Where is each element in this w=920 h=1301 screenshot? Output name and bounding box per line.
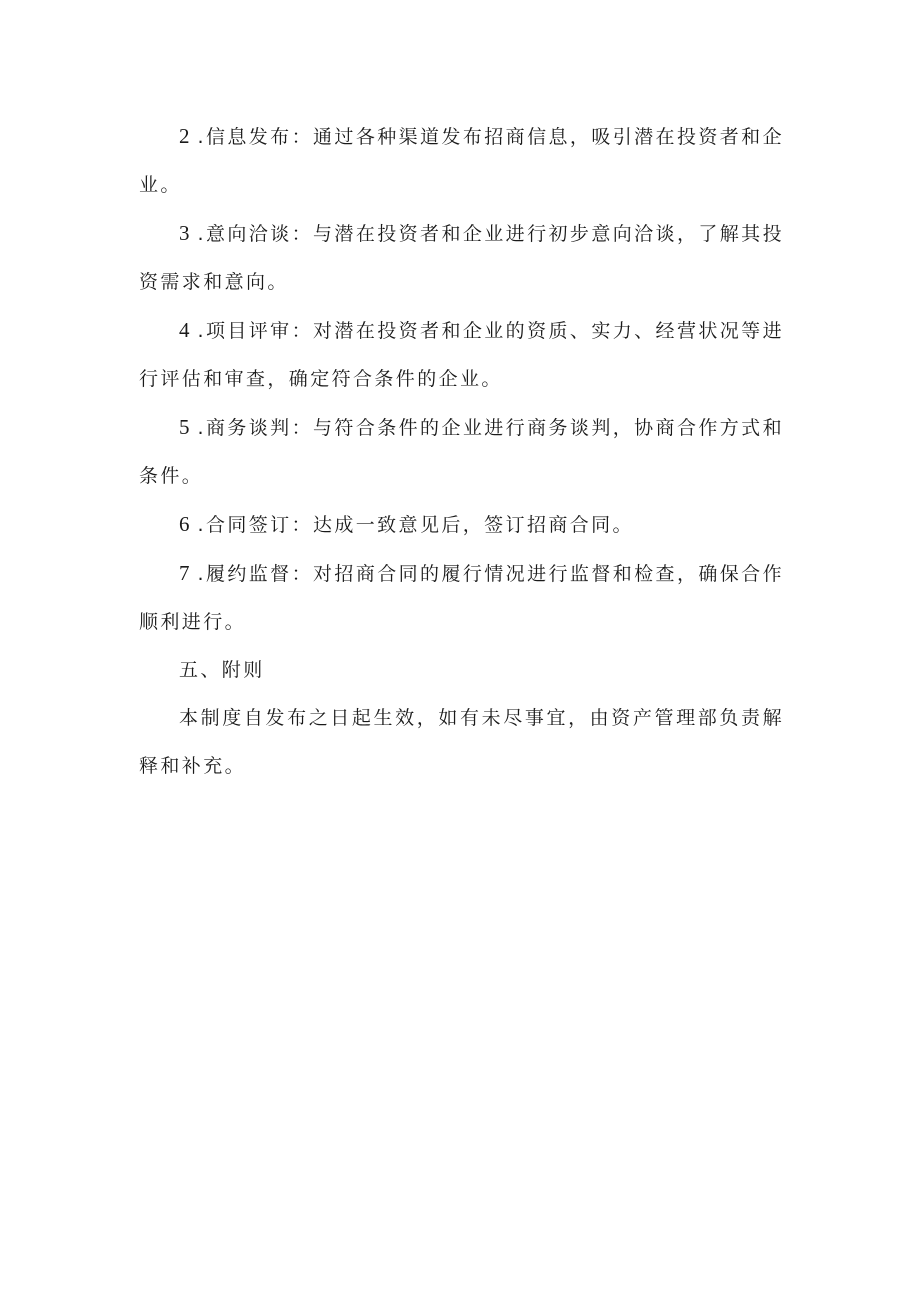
- list-item: [139, 306, 784, 403]
- section-body: 本制度自发布之日起生效，如有未尽事宜，由资产管理部负责解释和补充。: [139, 707, 784, 777]
- item-number: 6: [179, 512, 190, 536]
- list-item: [139, 500, 784, 549]
- list-item: [139, 112, 784, 209]
- item-text: .商务谈判：与符合条件的企业进行商务谈判，协商合作方式和条件。: [139, 417, 784, 487]
- item-text: .项目评审：对潜在投资者和企业的资质、实力、经营状况等进行评估和审查，确定符合条件的企业。: [139, 320, 784, 390]
- item-text: .履约监督：对招商合同的履行情况进行监督和检查，确保合作顺利进行。: [139, 563, 784, 633]
- item-number: 3: [179, 221, 190, 245]
- item-number: 5: [179, 415, 190, 439]
- document-page: [139, 112, 784, 790]
- list-item: [139, 403, 784, 500]
- section-heading: 五、附则: [179, 659, 265, 681]
- list-item: [139, 549, 784, 646]
- item-text: .信息发布：通过各种渠道发布招商信息，吸引潜在投资者和企业。: [139, 126, 784, 196]
- item-number: 2: [179, 124, 190, 148]
- item-text: .合同签订：达成一致意见后，签订招商合同。: [197, 514, 634, 536]
- item-text: .意向洽谈：与潜在投资者和企业进行初步意向洽谈，了解其投资需求和意向。: [139, 223, 784, 293]
- item-number: 7: [179, 561, 190, 585]
- item-number: 4: [179, 318, 190, 342]
- list-item: [139, 209, 784, 306]
